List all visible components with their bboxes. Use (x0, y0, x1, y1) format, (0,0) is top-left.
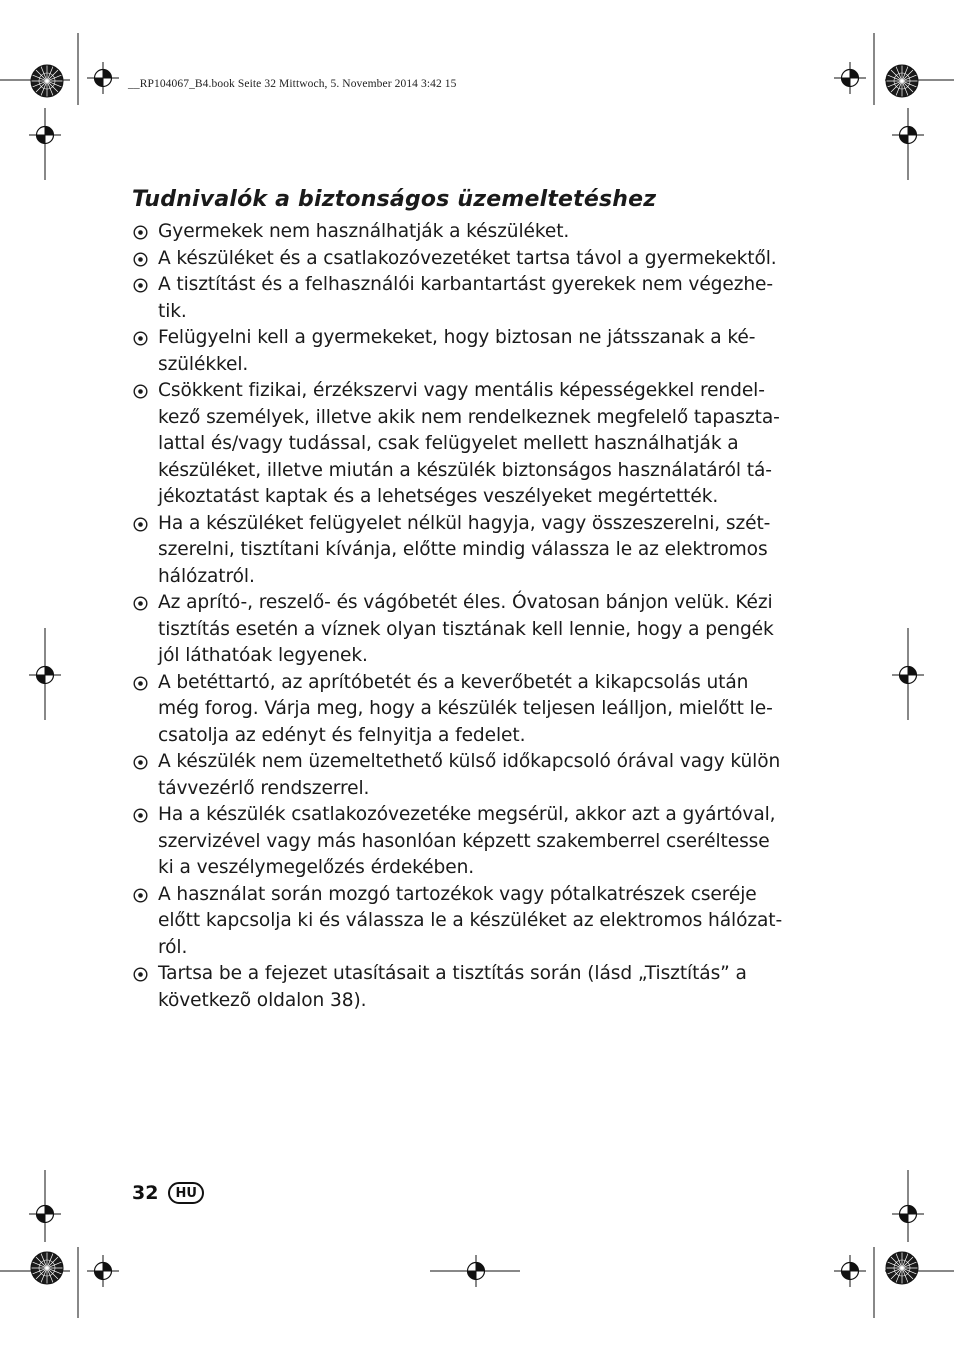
list-item-line: A betéttartó, az aprítóbetét és a keverőbetét a kikapcsolás után (158, 671, 749, 693)
list-item-line: A használat során mozgó tartozékok vagy pótalkatrészek cseréje (158, 883, 757, 905)
list-item (132, 961, 802, 1014)
list-item-line: A tisztítást és a felhasználói karbantartást gyerekek nem végezhe- (158, 274, 774, 295)
list-item-line: ki a veszélymegelőzés érdekében. (158, 857, 475, 878)
list-item-line: készüléket, illetve miután a készülék biztonságos használatáról tá- (158, 459, 772, 481)
circle-dot-bullet-icon (133, 967, 148, 982)
list-item (132, 670, 802, 750)
list-item-line: szervizével vagy más hasonlóan képzett szakemberrel cseréltesse (158, 830, 770, 852)
list-item (132, 246, 802, 273)
list-item-line: Ha a készülék csatlakozóvezetéke megsérül, akkor azt a gyártóval, (158, 804, 776, 825)
list-item-line: Csökkent fizikai, érzékszervi vagy mentális képességekkel rendel- (158, 380, 765, 401)
circle-dot-bullet-icon (133, 278, 148, 293)
list-item-line: csatolja az edényt és felnyitja a fedelet. (158, 724, 526, 746)
list-item (132, 378, 802, 511)
circle-dot-bullet-icon (133, 755, 148, 770)
circle-dot-bullet-icon (133, 331, 148, 346)
language-badge: HU (168, 1182, 203, 1204)
list-item-line: lattal és/vagy tudással, csak felügyelet mellett használhatják a (158, 433, 739, 454)
circle-dot-bullet-icon (133, 808, 148, 823)
list-item-line: tik. (158, 300, 187, 322)
list-item-line: Az aprító-, reszelő- és vágóbetét éles. Óvatosan bánjon velük. Kézi (158, 592, 773, 613)
circle-dot-bullet-icon (133, 676, 148, 691)
list-item-line: hálózatról. (158, 565, 255, 587)
list-item-line: Ha a készüléket felügyelet nélkül hagyja, vagy összeszerelni, szét- (158, 512, 771, 534)
list-item-line: tisztítás esetén a víznek olyan tisztának kell lennie, hogy a pengék (158, 618, 774, 640)
safety-list (132, 219, 802, 1014)
list-item (132, 882, 802, 962)
print-imprint-line: __RP104067_B4.book Seite 32 Mittwoch, 5. November 2014 3:42 15 (128, 78, 457, 90)
list-item-line: A készülék nem üzemeltethető külső időkapcsoló órával vagy külön (158, 751, 781, 772)
list-item-line: szerelni, tisztítani kívánja, előtte mindig válassza le az elektromos (158, 539, 768, 560)
page-number: 32 (132, 1182, 159, 1204)
list-item-line: szülékkel. (158, 353, 249, 375)
circle-dot-bullet-icon (133, 517, 148, 532)
list-item-line: Felügyelni kell a gyermekeket, hogy biztosan ne játsszanak a ké- (158, 327, 756, 348)
list-item-line: kező személyek, illetve akik nem rendelkeznek megfelelő tapaszta- (158, 406, 780, 428)
list-item-line: jékoztatást kaptak és a lehetséges veszélyeket megértették. (158, 486, 719, 507)
list-item-line: még forog. Várja meg, hogy a készülék teljesen leálljon, mielőtt le- (158, 698, 773, 719)
list-item (132, 590, 802, 670)
circle-dot-bullet-icon (133, 384, 148, 399)
circle-dot-bullet-icon (133, 252, 148, 267)
list-item-line: távvezérlő rendszerrel. (158, 777, 370, 799)
safety-section (132, 185, 802, 1014)
circle-dot-bullet-icon (133, 225, 148, 240)
list-item-line: ról. (158, 936, 188, 958)
section-title: Tudnivalók a biztonságos üzemeltetéshez (132, 187, 657, 212)
list-item (132, 511, 802, 591)
list-item (132, 325, 802, 378)
list-item-line: Gyermekek nem használhatják a készüléket. (158, 221, 570, 242)
list-item-line: következõ oldalon 38). (158, 989, 367, 1011)
list-item (132, 219, 802, 246)
circle-dot-bullet-icon (133, 596, 148, 611)
list-item (132, 802, 802, 882)
list-item-line: A készüléket és a csatlakozóvezetéket tartsa távol a gyermekektől. (158, 247, 777, 269)
circle-dot-bullet-icon (133, 888, 148, 903)
list-item-line: előtt kapcsolja ki és válassza le a készüléket az elektromos hálózat- (158, 910, 783, 931)
list-item (132, 272, 802, 325)
list-item-line: jól láthatóak legyenek. (158, 645, 368, 666)
list-item-line: Tartsa be a fejezet utasításait a tisztítás során (lásd „Tisztítás” a (158, 963, 747, 984)
page-footer (132, 1182, 204, 1204)
list-item (132, 749, 802, 802)
